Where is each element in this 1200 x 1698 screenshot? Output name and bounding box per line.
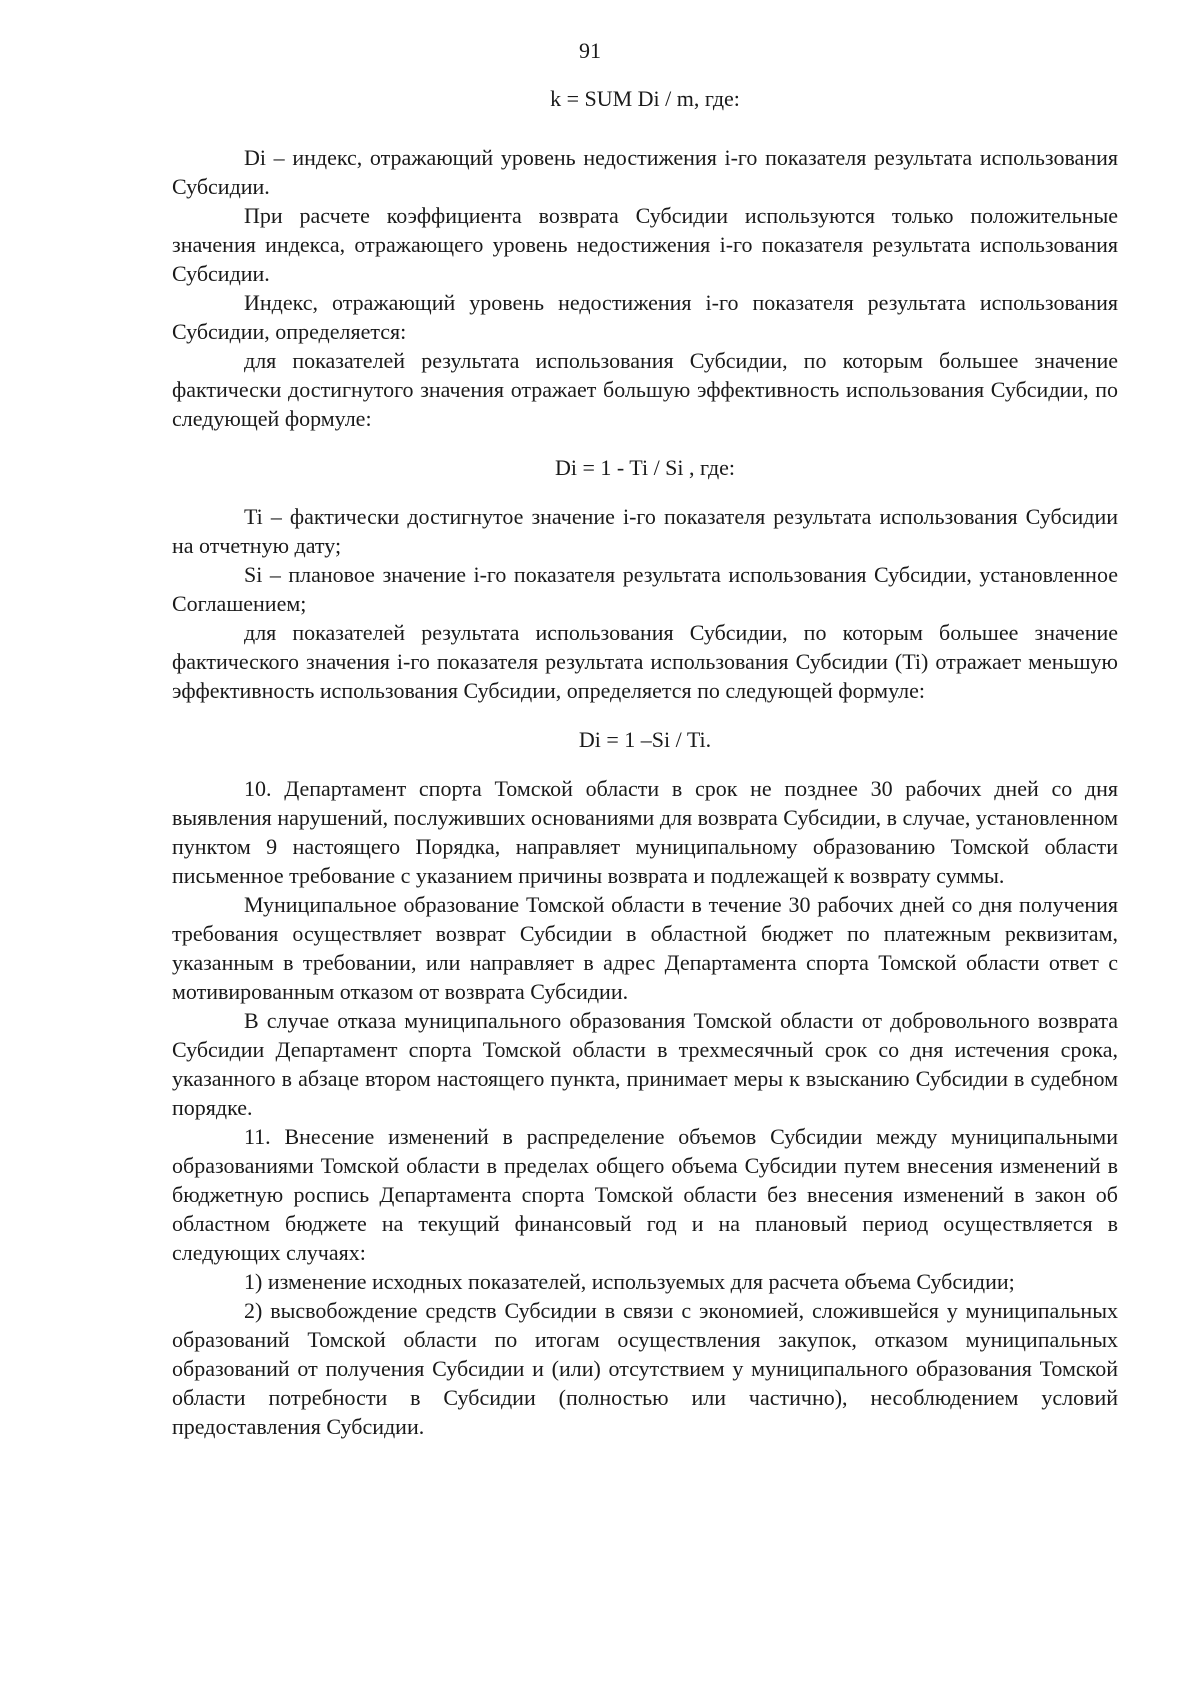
page-number: 91 (579, 38, 601, 63)
formula-di-1: Di = 1 - Ti / Si , где: (554, 455, 736, 480)
paragraph-di-definition: Di – индекс, отражающий уровень недостижения i-го показателя результата использования Субсидии. (172, 145, 1118, 199)
paragraph-lesser-efficiency: для показателей результата использования Субсидии, по которым большее значение фактического значения i-го показателя результата использования Субсидии (Ti) отражает меньшую эффективность использования Субсидии, определяется по следующей формуле: (172, 620, 1118, 703)
paragraph-index-definition: Индекс, отражающий уровень недостижения i-го показателя результата использования Субсидии, определяется: (172, 290, 1118, 344)
paragraph-refusal: В случае отказа муниципального образования Томской области от добровольного возврата Субсидии Департамент спорта Томской области в трехмесячный срок со дня истечения срока, указанного в абзаце втором настоящего пункта, принимает меры к взысканию Субсидии в судебном порядке. (172, 1008, 1118, 1120)
document-body (172, 84, 1118, 1441)
paragraph-item-11-1: 1) изменение исходных показателей, используемых для расчета объема Субсидии; (244, 1269, 1015, 1294)
paragraph-municipal-return: Муниципальное образование Томской области в течение 30 рабочих дней со дня получения требования осуществляет возврат Субсидии в областной бюджет по платежным реквизитам, указанным в требовании, или направляет в адрес Департамента спорта Томской области ответ с мотивированным отказом от возврата Субсидии. (172, 892, 1118, 1004)
paragraph-si-definition: Si – плановое значение i-го показателя результата использования Субсидии, установленное Соглашением; (172, 562, 1118, 616)
paragraph-item-10: 10. Департамент спорта Томской области в срок не позднее 30 рабочих дней со дня выявления нарушений, послуживших основаниями для возврата Субсидии, в случае, установленном пунктом 9 настоящего Порядка, направляет муниципальному образованию Томской области письменное требование с указанием причины возврата и подлежащей к возврату суммы. (172, 776, 1118, 888)
paragraph-positive-values: При расчете коэффициента возврата Субсидии используются только положительные значения индекса, отражающего уровень недостижения i-го показателя результата использования Субсидии. (172, 203, 1118, 286)
paragraph-greater-efficiency: для показателей результата использования Субсидии, по которым большее значение фактически достигнутого значения отражает большую эффективность использования Субсидии, по следующей формуле: (172, 348, 1118, 431)
paragraph-item-11-2: 2) высвобождение средств Субсидии в связи с экономией, сложившейся у муниципальных образований Томской области по итогам осуществления закупок, отказом муниципальных образований от получения Субсидии и (или) отсутствием у муниципального образования Томской области потребности в Субсидии (полностью или частично), несоблюдением условий предоставления Субсидии. (172, 1298, 1118, 1439)
formula-di-2: Di = 1 –Si / Ti. (578, 727, 712, 752)
paragraph-ti-definition: Ti – фактически достигнутое значение i-го показателя результата использования Субсидии на отчетную дату; (172, 504, 1118, 558)
formula-k: k = SUM Di / m, где: (550, 86, 740, 111)
paragraph-item-11: 11. Внесение изменений в распределение объемов Субсидии между муниципальными образованиями Томской области в пределах общего объема Субсидии путем внесения изменений в бюджетную роспись Департамента спорта Томской области без внесения изменений в закон об областном бюджете на текущий финансовый год и на плановый период осуществляется в следующих случаях: (172, 1124, 1118, 1265)
